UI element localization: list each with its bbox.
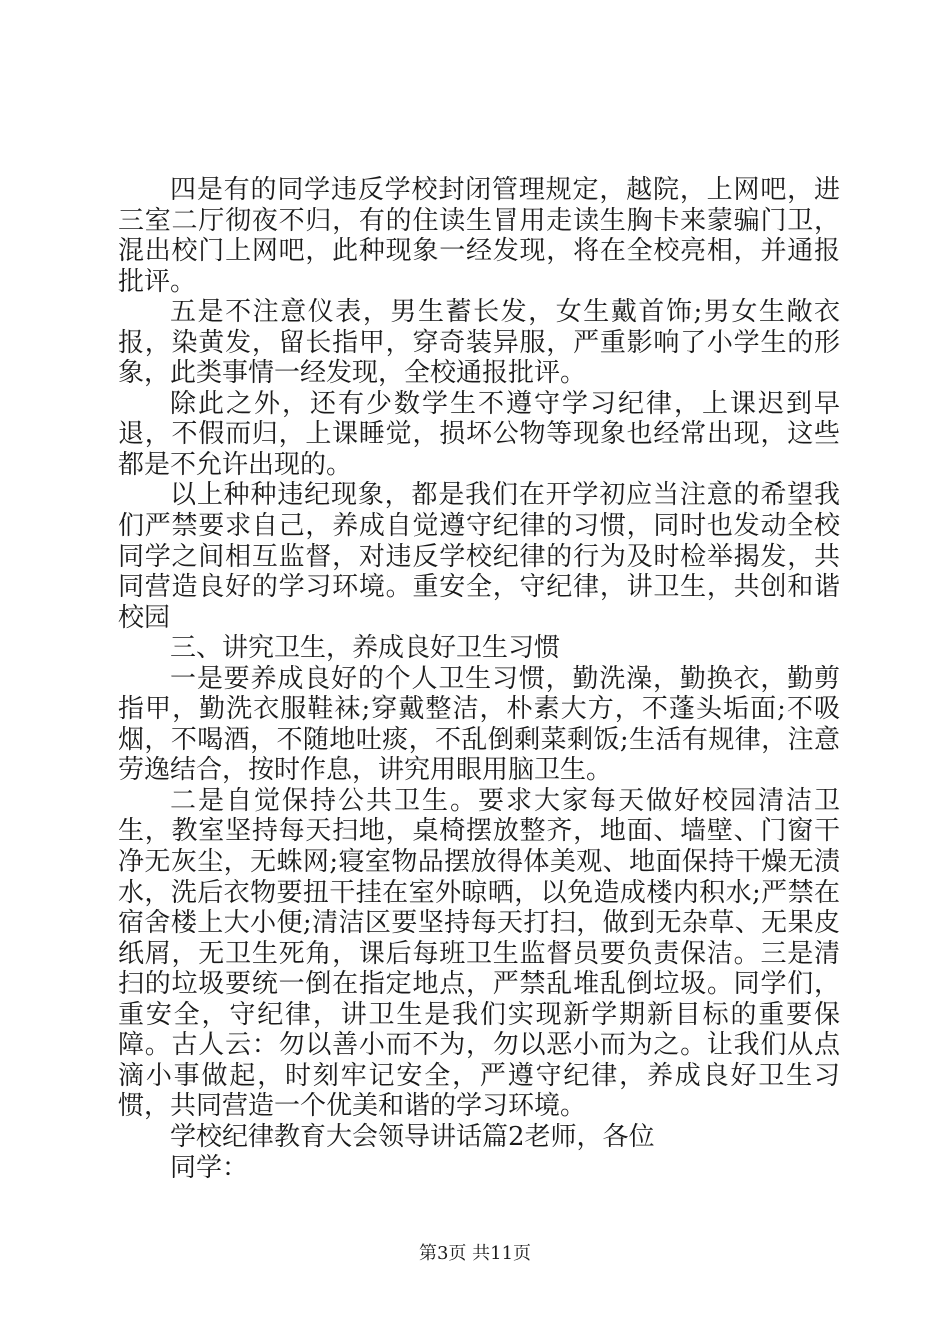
page-footer: 第3页 共11页 bbox=[418, 1243, 532, 1264]
paragraph-summary: 以上种种违纪现象，都是我们在开学初应当注意的希望我们严禁要求自己，养成自觉遵守纪律的习惯，同时也发动全校同学之间相互监督，对违反学校纪律的行为及时检举揭发，共同营造良好的学习环境。重安全，守纪律，讲卫生，共创和谐校园 bbox=[118, 480, 840, 633]
paragraph-salutation: 同学： bbox=[170, 1152, 249, 1183]
paragraph-other-violations: 除此之外，还有少数学生不遵守学习纪律，上课迟到早退，不假而归，上课睡觉，损坏公物等现象也经常出现，这些都是不允许出现的。 bbox=[118, 388, 840, 480]
paragraph-speech-title: 学校纪律教育大会领导讲话篇2老师，各位 bbox=[170, 1121, 655, 1152]
section-heading-hygiene: 三、讲究卫生，养成良好卫生习惯 bbox=[170, 633, 561, 664]
paragraph-public-hygiene: 二是自觉保持公共卫生。要求大家每天做好校园清洁卫生，教室坚持每天扫地，桌椅摆放整齐，地面、墙壁、门窗干净无灰尘，无蛛网;寝室物品摆放得体美观、地面保持干燥无渍水，洗后衣物要扭干挂在室外晾晒，以免造成楼内积水;严禁在宿舍楼上大小便;清洁区要坚持每天打扫，做到无杂草、无果皮纸屑，无卫生死角，课后每班卫生监督员要负责保洁。三是清扫的垃圾要统一倒在指定地点，严禁乱堆乱倒垃圾。同学们，重安全，守纪律，讲卫生是我们实现新学期新目标的重要保障。古人云：勿以善小而不为，勿以恶小而为之。让我们从点滴小事做起，时刻牢记安全，严遵守纪律，养成良好卫生习惯，共同营造一个优美和谐的学习环境。 bbox=[118, 785, 840, 1122]
paragraph-violation-5: 五是不注意仪表，男生蓄长发，女生戴首饰;男女生敞衣报，染黄发，留长指甲，穿奇装异服，严重影响了小学生的形象，此类事情一经发现，全校通报批评。 bbox=[118, 297, 840, 389]
document-body bbox=[118, 175, 840, 1183]
paragraph-personal-hygiene: 一是要养成良好的个人卫生习惯，勤洗澡，勤换衣，勤剪指甲，勤洗衣服鞋袜;穿戴整洁，朴素大方，不蓬头垢面;不吸烟，不喝酒，不随地吐痰，不乱倒剩菜剩饭;生活有规律，注意劳逸结合，按时作息，讲究用眼用脑卫生。 bbox=[118, 663, 840, 786]
paragraph-violation-4: 四是有的同学违反学校封闭管理规定，越院，上网吧，进三室二厅彻夜不归，有的住读生冒用走读生胸卡来蒙骗门卫，混出校门上网吧，此种现象一经发现，将在全校亮相，并通报批评。 bbox=[118, 175, 840, 297]
